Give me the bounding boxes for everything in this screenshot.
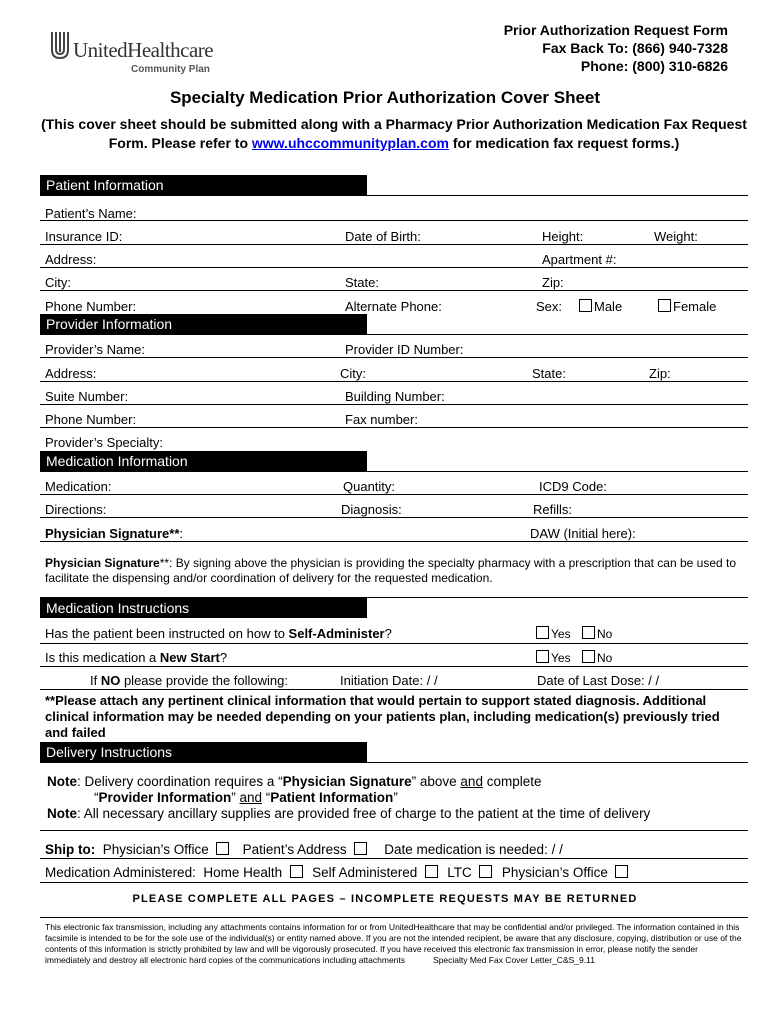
alternate-phone-label: Alternate Phone: [345, 299, 442, 314]
sex-label: Sex: [536, 299, 563, 314]
male-label: Male [594, 299, 623, 314]
patient-city-label: City: [45, 275, 71, 290]
provider-address-label: Address: [45, 366, 97, 381]
provider-specialty-label: Provider’s Specialty: [45, 435, 164, 450]
fax-back-number: Fax Back To: (866) 940-7328 [542, 40, 728, 56]
patient-phone-label: Phone Number: [45, 299, 137, 314]
building-number-label: Building Number: [345, 389, 445, 404]
home-health-label: Home Health [203, 865, 283, 880]
page-subtitle [40, 115, 748, 153]
sig-note-label: Physician Signature [45, 556, 160, 570]
daw-label: DAW (Initial here): [530, 526, 636, 541]
patient-info-heading: Patient Information [40, 175, 367, 195]
weight-label: Weight: [654, 229, 698, 244]
initiation-date-label: Initiation Date: / / [340, 673, 438, 688]
self-administer-question: Has the patient been instructed on how to Self-Administer? [45, 626, 392, 641]
physician-signature-label: Physician Signature**: [45, 526, 184, 541]
insurance-id-label: Insurance ID: [45, 229, 123, 244]
medication-info-heading: Medication Information [40, 451, 367, 471]
self-administer-no-checkbox[interactable] [582, 626, 595, 639]
complete-all-pages-notice: PLEASE COMPLETE ALL PAGES – INCOMPLETE REQUESTS MAY BE RETURNED [132, 893, 638, 905]
new-start-no[interactable]: No [582, 650, 612, 665]
provider-state-label: State: [532, 366, 566, 381]
delivery-note-2: Note: All necessary ancillary supplies are provided free of charge to the patient at the time of delivery [47, 806, 651, 821]
female-label: Female [673, 299, 717, 314]
new-start-no-checkbox[interactable] [582, 650, 595, 663]
ship-patient-address-checkbox[interactable] [354, 842, 367, 855]
provider-name-label: Provider’s Name: [45, 342, 145, 357]
ltc-label: LTC [447, 865, 472, 880]
provider-zip-label: Zip: [649, 366, 671, 381]
administered-label: Medication Administered: [45, 865, 196, 880]
male-checkbox[interactable] [579, 299, 592, 312]
patient-zip-label: Zip: [542, 275, 564, 290]
provider-phone-label: Phone Number: [45, 412, 137, 427]
quantity-label: Quantity: [343, 479, 396, 494]
new-start-yes-checkbox[interactable] [536, 650, 549, 663]
administered-row [45, 865, 630, 880]
ltc-checkbox[interactable] [479, 865, 492, 878]
apartment-label: Apartment #: [542, 252, 617, 267]
provider-city-label: City: [340, 366, 366, 381]
form-name: Prior Authorization Request Form [503, 22, 728, 38]
subtitle-text-1: (This cover sheet should be submitted along with a Pharmacy Prior Authorization Medication Fax Request Form. Please refer to [41, 116, 747, 151]
ship-patient-address-label: Patient’s Address [242, 842, 347, 857]
if-no-instruction: If NO please provide the following: [90, 673, 289, 688]
attach-clinical-info-note: **Please attach any pertinent clinical information that would pertain to support stated diagnosis. Additional clinical information may be needed depending on your patients plan, including medication(s) previously tried and failed [45, 693, 720, 740]
provider-id-label: Provider ID Number: [345, 342, 464, 357]
new-start-question: Is this medication a New Start? [45, 650, 228, 665]
date-needed-label: Date medication is needed: / / [384, 842, 563, 857]
home-health-checkbox[interactable] [290, 865, 303, 878]
physician-signature-note [45, 556, 745, 586]
delivery-instructions-heading: Delivery Instructions [40, 742, 367, 762]
self-administer-no[interactable]: No [582, 626, 612, 641]
dob-label: Date of Birth: [345, 229, 421, 244]
form-code: Specialty Med Fax Cover Letter_C&S_9.11 [433, 955, 595, 965]
female-checkbox[interactable] [658, 299, 671, 312]
suite-number-label: Suite Number: [45, 389, 129, 404]
patient-address-label: Address: [45, 252, 97, 267]
delivery-note-1-cont: “Provider Information” and “Patient Information” [94, 790, 398, 805]
diagnosis-label: Diagnosis: [341, 502, 402, 517]
refills-label: Refills: [533, 502, 573, 517]
ship-physician-office-label: Physician’s Office [102, 842, 209, 857]
administered-physician-office-label: Physician’s Office [501, 865, 608, 880]
medication-instructions-heading: Medication Instructions [40, 598, 367, 618]
brand-name: UnitedHealthcare [73, 38, 214, 62]
delivery-note-1: Note: Delivery coordination requires a “Physician Signature” above and complete [47, 774, 542, 789]
unitedhealthcare-logo-icon [50, 30, 70, 60]
phone-number: Phone: (800) 310-6826 [580, 58, 728, 74]
brand-subtitle: Community Plan [131, 64, 210, 75]
patient-state-label: State: [345, 275, 379, 290]
patient-name-label: Patient’s Name: [45, 206, 137, 221]
provider-fax-label: Fax number: [345, 412, 418, 427]
page-title: Specialty Medication Prior Authorization Cover Sheet [169, 88, 601, 107]
self-administer-yes-checkbox[interactable] [536, 626, 549, 639]
subtitle-text-2: for medication fax request forms.) [448, 135, 680, 151]
self-administer-yes[interactable]: Yes [536, 626, 571, 641]
patient-name-line[interactable] [40, 220, 748, 221]
new-start-yes[interactable]: Yes [536, 650, 571, 665]
administered-physician-office-checkbox[interactable] [615, 865, 628, 878]
sex-male-option[interactable] [579, 299, 622, 314]
sig-note-text: **: By signing above the physician is providing the specialty pharmacy with a prescription that can be used to facilitate the dispensing and/or coordination of delivery for the requested medication. [45, 556, 737, 585]
icd9-label: ICD9 Code: [539, 479, 607, 494]
ship-to-row [45, 842, 563, 857]
ship-physician-office-checkbox[interactable] [216, 842, 229, 855]
last-dose-date-label: Date of Last Dose: / / [537, 673, 660, 688]
provider-info-heading: Provider Information [40, 314, 367, 334]
self-administered-checkbox[interactable] [425, 865, 438, 878]
directions-label: Directions: [45, 502, 107, 517]
medication-label: Medication: [45, 479, 112, 494]
height-label: Height: [542, 229, 584, 244]
uhc-community-plan-link[interactable]: www.uhccommunityplan.com [251, 135, 449, 151]
confidentiality-disclaimer: This electronic fax transmission, including any attachments contains information for or from UnitedHealthcare that may be confidential and/or privileged. The information contained in this facsimile is intended to be for the sole use of the individual(s) or entity named above. If you are not the intended recipient, be aware that any disclosure, copying, distribution or use of the contents of this information is strictly prohibited by law and will be vigorously prosecuted. If you have received this electronic fax transmission in error, please notify the sender immediately and destroy all electronic hard copies of the communications including attachments Specialty Med Fax Cover Letter_C&S_9.11 [45, 922, 742, 965]
sex-female-option[interactable] [658, 299, 716, 314]
ship-to-label: Ship to: [45, 842, 96, 857]
self-administered-label: Self Administered [312, 865, 418, 880]
